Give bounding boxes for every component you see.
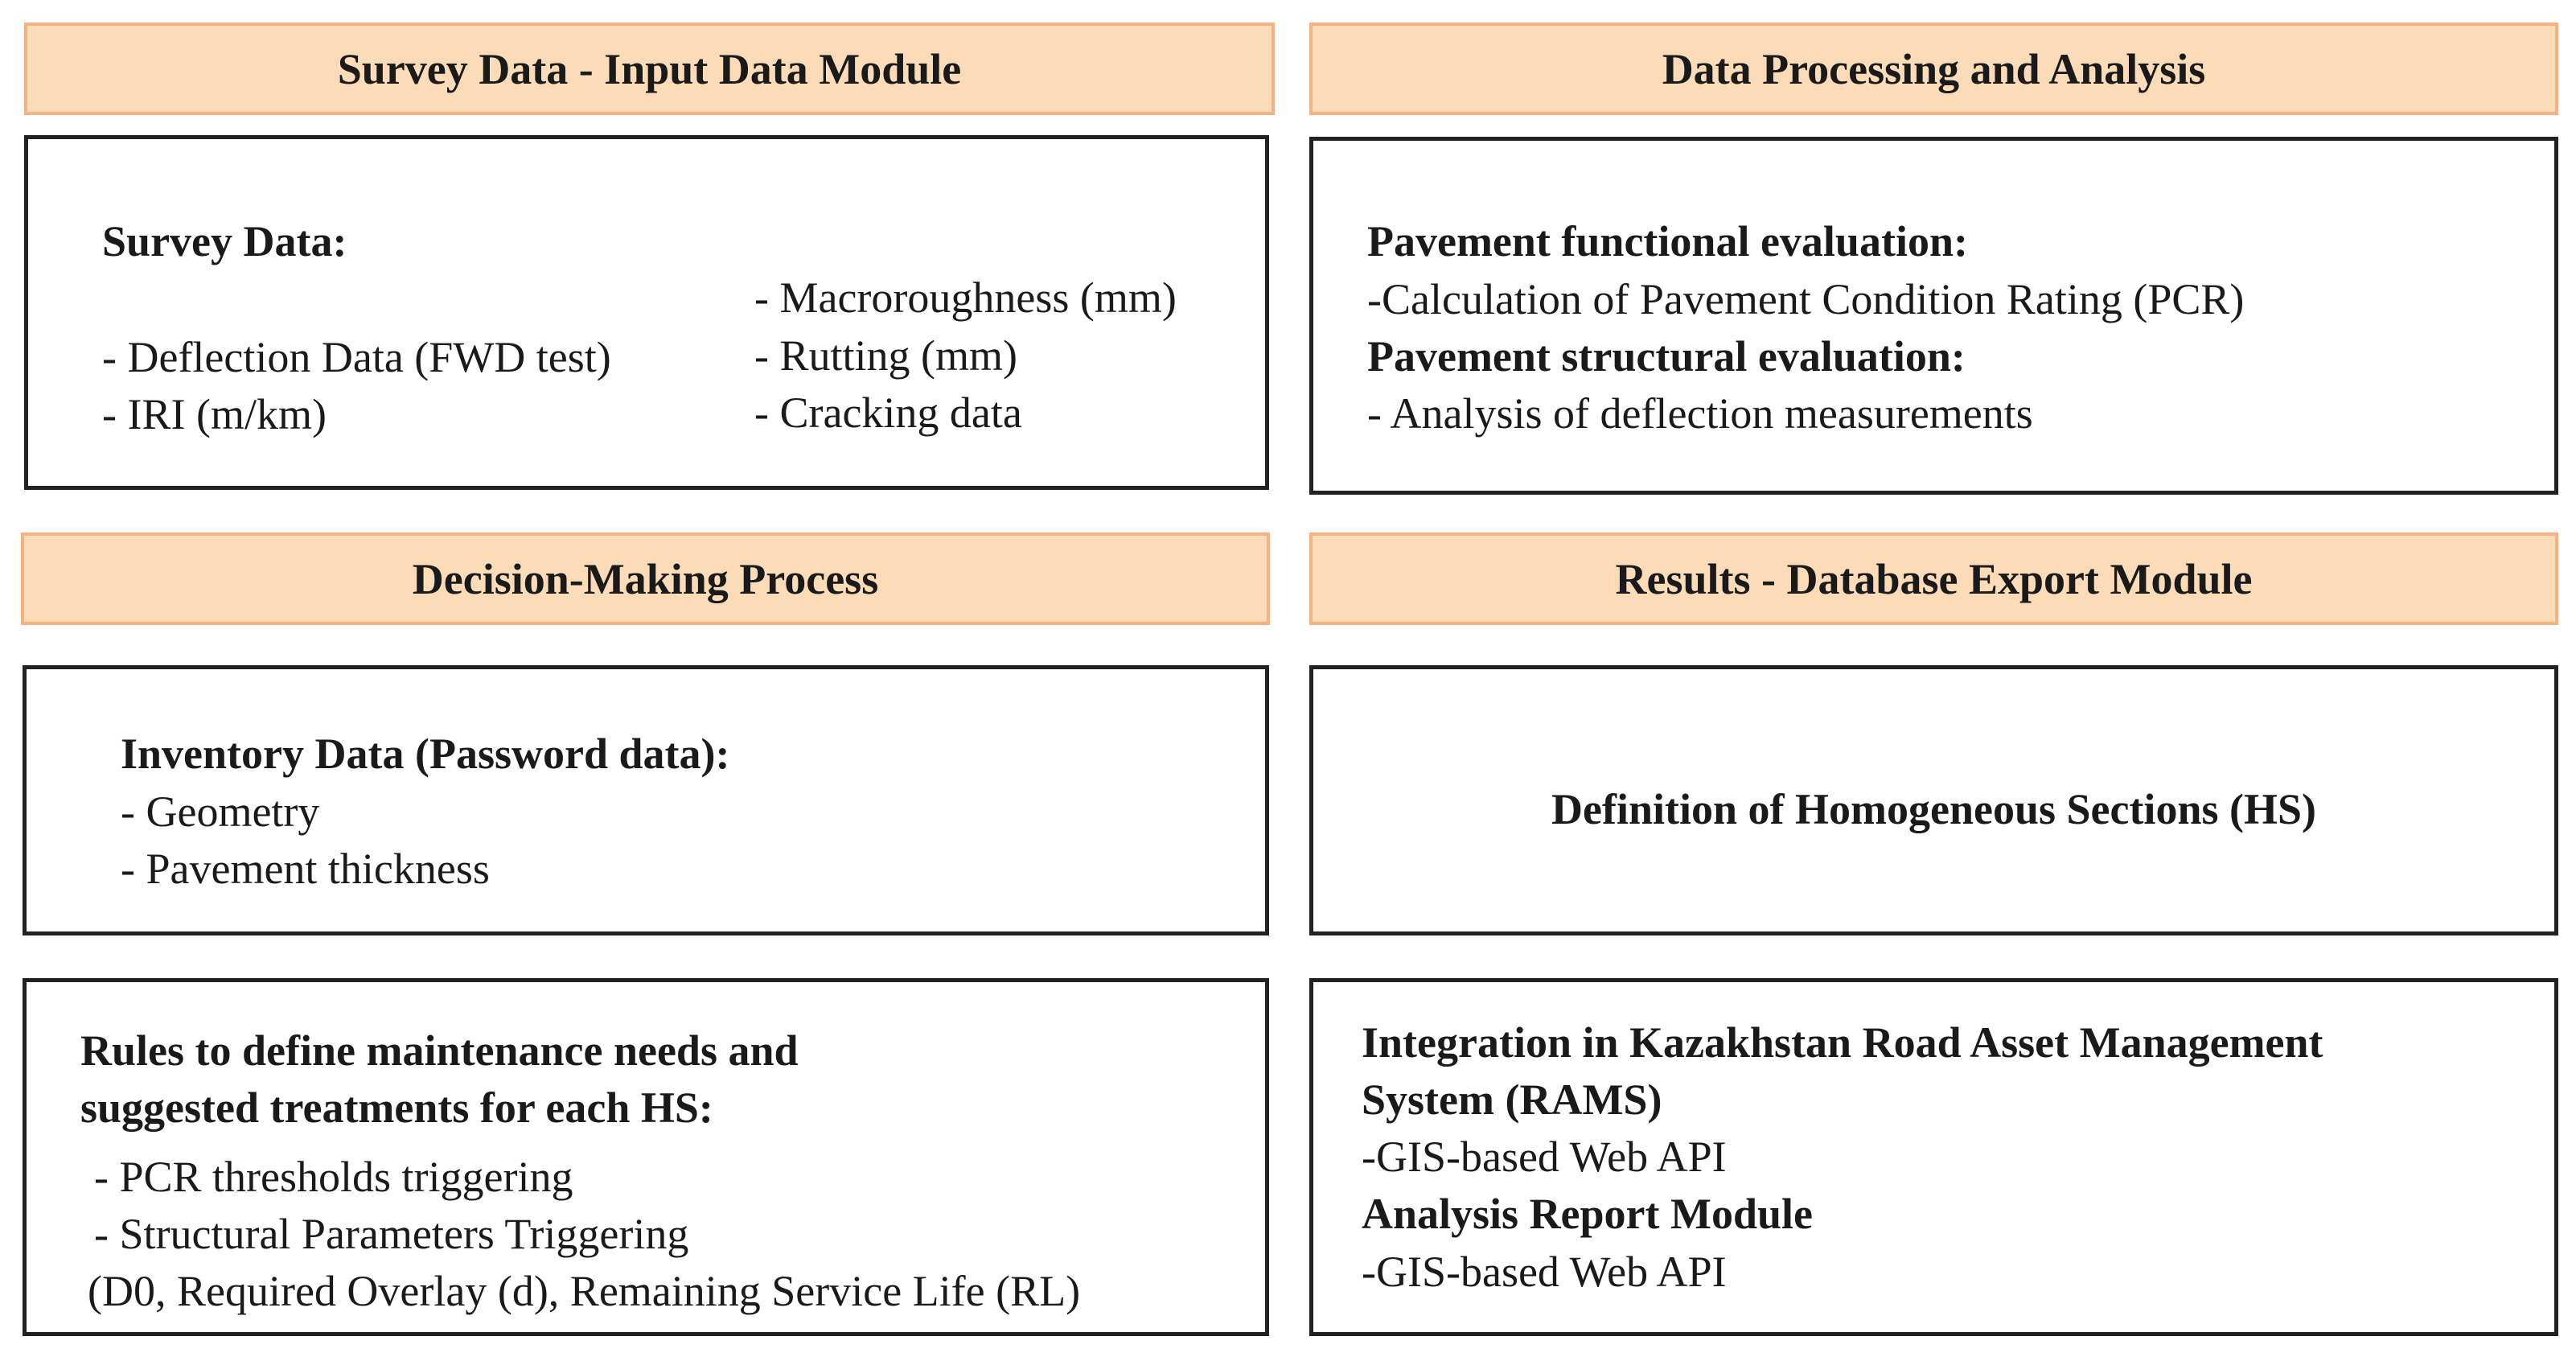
survey-input-header <box>24 23 1275 115</box>
functional-eval-item: -Calculation of Pavement Condition Rating (PCR) <box>1367 275 2245 323</box>
survey-data-box <box>24 135 1269 490</box>
inventory-box <box>23 665 1269 936</box>
homogeneous-sections-text: Definition of Homogeneous Sections (HS) <box>1551 785 2316 833</box>
rules-item-structural: - Structural Parameters Triggering <box>94 1210 689 1258</box>
processing-header-label: Data Processing and Analysis <box>1662 44 2206 93</box>
inventory-title: Inventory Data (Password data): <box>121 730 730 778</box>
rams-box <box>1309 978 2558 1336</box>
functional-eval-title: Pavement functional evaluation: <box>1367 217 1968 265</box>
homogeneous-sections-box <box>1309 665 2558 936</box>
rules-item-pcr: - PCR thresholds triggering <box>94 1153 573 1201</box>
survey-item-deflection: - Deflection Data (FWD test) <box>102 333 611 381</box>
survey-data-title: Survey Data: <box>102 217 347 265</box>
inventory-item-geometry: - Geometry <box>121 787 320 836</box>
report-module-title: Analysis Report Module <box>1362 1190 1814 1238</box>
results-header <box>1309 533 2558 625</box>
results-header-label: Results - Database Export Module <box>1615 554 2253 603</box>
processing-box <box>1309 137 2558 495</box>
survey-item-macroroughness: - Macroroughness (mm) <box>754 273 1177 322</box>
structural-eval-item: - Analysis of deflection measurements <box>1367 389 2033 438</box>
structural-eval-title: Pavement structural evaluation: <box>1367 332 1966 380</box>
decision-header <box>21 533 1270 625</box>
rules-box <box>23 978 1269 1336</box>
survey-item-cracking: - Cracking data <box>754 389 1022 437</box>
survey-item-iri: - IRI (m/km) <box>102 390 327 438</box>
survey-input-header-label: Survey Data - Input Data Module <box>337 44 962 93</box>
rules-item-parameters: (D0, Required Overlay (d), Remaining Service Life (RL) <box>88 1267 1081 1315</box>
processing-header <box>1309 23 2558 115</box>
decision-header-label: Decision-Making Process <box>412 554 879 603</box>
survey-item-rutting: - Rutting (mm) <box>754 331 1017 380</box>
inventory-item-thickness: - Pavement thickness <box>121 845 490 893</box>
rams-title-line1: Integration in Kazakhstan Road Asset Management <box>1362 1018 2323 1067</box>
rules-title-line2: suggested treatments for each HS: <box>80 1084 713 1132</box>
report-item-gis-api: -GIS-based Web API <box>1362 1248 1727 1296</box>
rams-item-gis-api: -GIS-based Web API <box>1362 1133 1727 1181</box>
rules-title-line1: Rules to define maintenance needs and <box>80 1026 799 1075</box>
rams-title-line2: System (RAMS) <box>1362 1075 1662 1124</box>
